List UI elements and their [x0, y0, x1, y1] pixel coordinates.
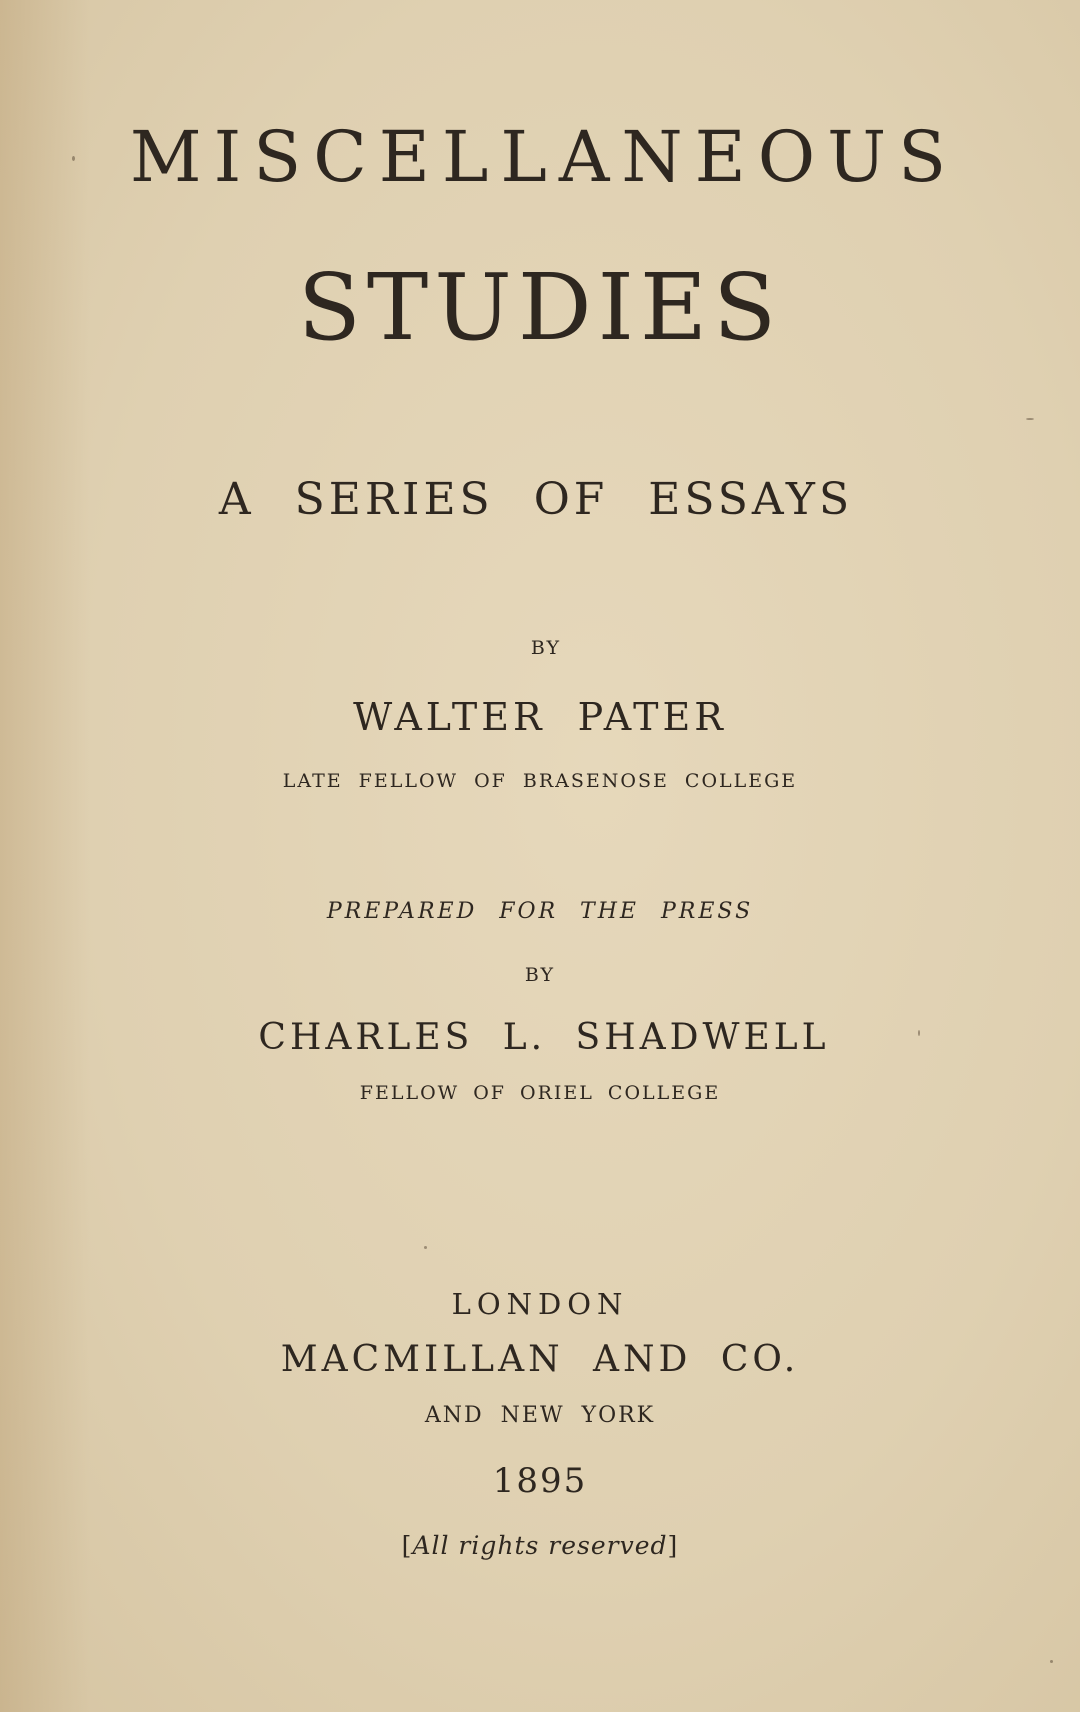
publisher-name: MACMILLAN AND CO. [280, 1339, 800, 1380]
publisher-location: AND NEW YORK [424, 1403, 656, 1428]
title-line-2: STUDIES [297, 254, 783, 361]
paper-speck [72, 156, 75, 161]
paper-speck [1050, 1660, 1053, 1663]
by-label-author: BY [530, 637, 562, 659]
rights-open-bracket: [ [401, 1531, 413, 1560]
prepared-for-press-line: PREPARED FOR THE PRESS [326, 899, 754, 924]
author-name: WALTER PATER [353, 695, 727, 739]
subtitle: A SERIES OF ESSAYS [218, 474, 854, 525]
publication-year: 1895 [492, 1461, 588, 1501]
editor-name: CHARLES L. SHADWELL [258, 1017, 830, 1058]
rights-close-bracket: ] [667, 1531, 679, 1560]
paper-speck [918, 1030, 920, 1036]
paper-speck [424, 1246, 427, 1249]
by-label-editor: BY [524, 964, 556, 986]
paper-speck [1026, 418, 1034, 420]
rights-notice [0, 1533, 1080, 1558]
rights-text: All rights reserved [412, 1531, 668, 1560]
editor-description: FELLOW OF ORIEL COLLEGE [359, 1082, 721, 1104]
author-description: LATE FELLOW OF BRASENOSE COLLEGE [282, 770, 798, 792]
publication-city: LONDON [451, 1287, 629, 1321]
title-line-1: MISCELLANEOUS [129, 116, 959, 198]
